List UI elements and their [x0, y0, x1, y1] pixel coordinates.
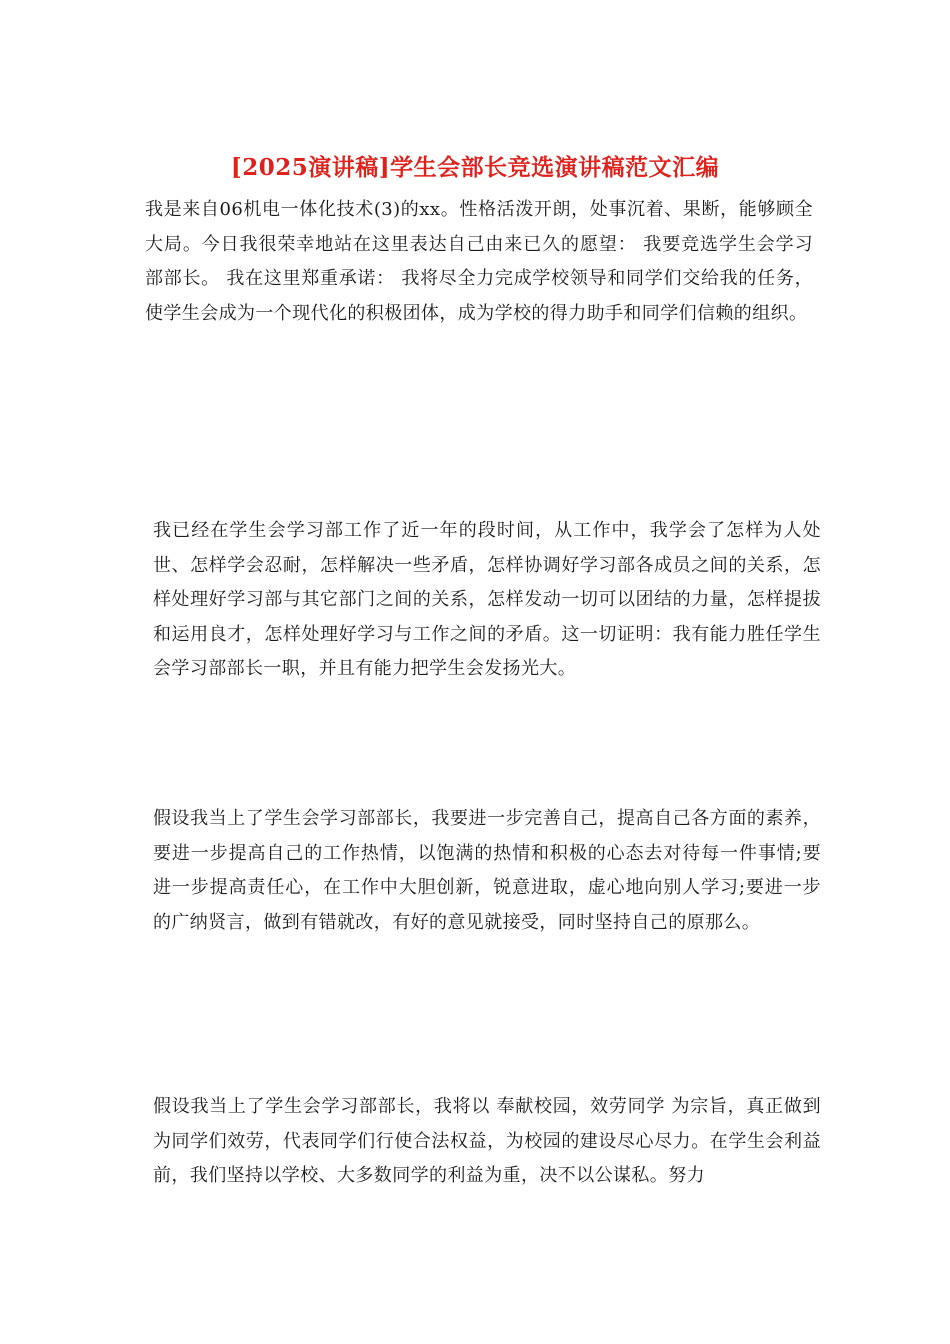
- paragraph-4: 假设我当上了学生会学习部部长，我将以 奉献校园，效劳同学 为宗旨，真正做到为同学们效劳，代表同学们行使合法权益，为校园的建设尽心尽力。在学生会利益前，我们坚持以学校、大多数同学的利益为重，决不以公谋私。努力: [153, 1096, 821, 1186]
- paragraph-1: 我是来自06机电一体化技术(3)的xx。性格活泼开朗，处事沉着、果断，能够顾全大局。今日我很荣幸地站在这里表达自己由来已久的愿望： 我要竞选学生会学习部部长。 我在这里郑重承诺： 我将尽全力完成学校领导和同学们交给我的任务，使学生会成为一个现代化的积极团体，成为学校的得力助手和同学们信赖的组织。: [145, 199, 813, 324]
- paragraph-2: 我已经在学生会学习部工作了近一年的段时间，从工作中，我学会了怎样为人处世、怎样学会忍耐，怎样解决一些矛盾，怎样协调好学习部各成员之间的关系，怎样处理好学习部与其它部门之间的关系，怎样发动一切可以团结的力量，怎样提拔和运用良才，怎样处理好学习与工作之间的矛盾。这一切证明：我有能力胜任学生会学习部部长一职，并且有能力把学生会发扬光大。: [153, 520, 821, 679]
- document-title: [2025演讲稿]学生会部长竞选演讲稿范文汇编: [230, 154, 720, 181]
- paragraph-3: 假设我当上了学生会学习部部长，我要进一步完善自己，提高自己各方面的素养，要进一步提高自己的工作热情，以饱满的热情和积极的心态去对待每一件事情;要进一步提高责任心，在工作中大胆创新，锐意进取，虚心地向别人学习;要进一步的广纳贤言，做到有错就改，有好的意见就接受，同时坚持自己的原那么。: [153, 808, 821, 933]
